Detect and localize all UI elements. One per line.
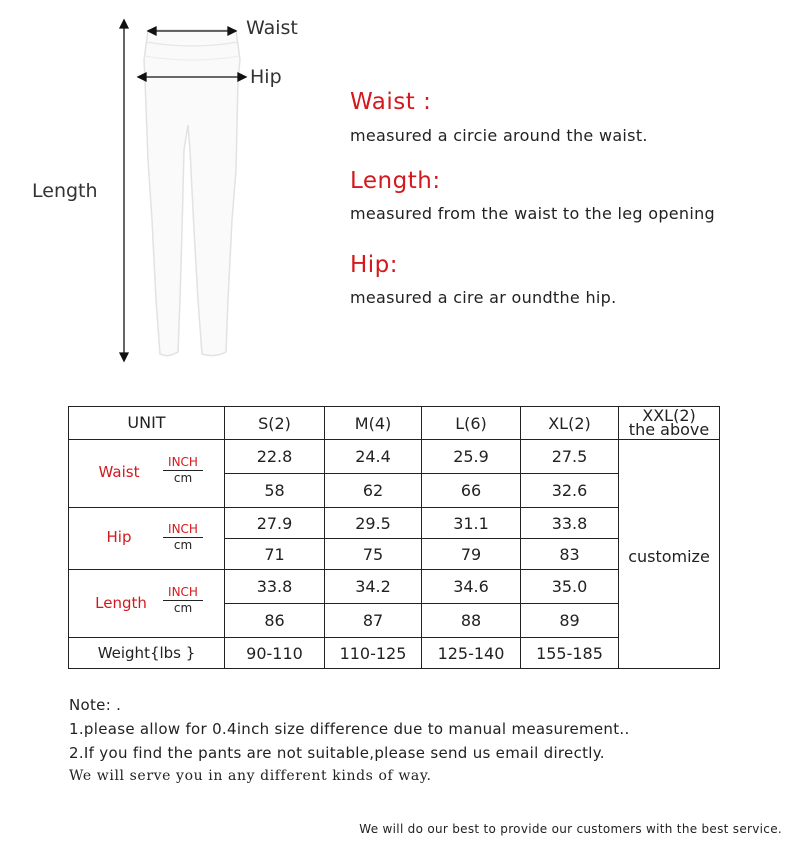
waist-cm-l: 66 [422,474,521,508]
waist-inch-l: 25.9 [422,440,521,474]
waist-units: INCH cm [163,455,203,485]
length-label: Length [32,180,98,202]
waist-label: Waist [246,17,298,39]
header-size-xxl: XXL(2) the above [619,407,720,440]
hip-definition-title: Hip: [350,252,399,278]
waist-cm-s: 58 [225,474,325,508]
hip-cm-l: 79 [422,539,521,570]
table-header-row [69,407,720,440]
waist-inch-row [69,440,720,474]
hip-inch-s: 27.9 [225,508,325,539]
header-size-xl: XL(2) [521,407,619,440]
length-row-name: Length [95,594,147,612]
note-line-2: 2.If you find the pants are not suitable,please send us email directly. [69,744,605,762]
hip-row-name: Hip [106,528,132,546]
length-arrow [120,20,128,361]
waist-inch-xl: 27.5 [521,440,619,474]
waist-definition-text: measured a circie around the waist. [350,126,648,145]
header-size-l: L(6) [422,407,521,440]
waist-inch-m: 24.4 [325,440,422,474]
hip-cm-xl: 83 [521,539,619,570]
length-cm-m: 87 [325,604,422,638]
length-inch-l: 34.6 [422,570,521,604]
hip-cm-s: 71 [225,539,325,570]
weight-m: 110-125 [325,638,422,669]
footer-text: We will do our best to provide our customers with the best service. [359,822,782,836]
hip-definition-text: measured a cire ar oundthe hip. [350,288,617,307]
waist-cm-xl: 32.6 [521,474,619,508]
hip-inch-m: 29.5 [325,508,422,539]
weight-l: 125-140 [422,638,521,669]
weight-s: 90-110 [225,638,325,669]
note-line-3: We will serve you in any different kinds of way. [69,768,432,784]
length-cm-s: 86 [225,604,325,638]
note-line-1: 1.please allow for 0.4inch size difference due to manual measurement.. [69,720,630,738]
length-row-label-cell [69,570,225,638]
length-inch-xl: 35.0 [521,570,619,604]
waist-inch-s: 22.8 [225,440,325,474]
hip-inch-l: 31.1 [422,508,521,539]
hip-row-label-cell [69,508,225,570]
hip-inch-xl: 33.8 [521,508,619,539]
length-definition-text: measured from the waist to the leg opening [350,204,716,223]
waist-cm-m: 62 [325,474,422,508]
header-size-s: S(2) [225,407,325,440]
length-cm-l: 88 [422,604,521,638]
size-chart-table [68,406,720,669]
weight-xl: 155-185 [521,638,619,669]
length-cm-xl: 89 [521,604,619,638]
length-inch-s: 33.8 [225,570,325,604]
header-unit: UNIT [69,407,225,440]
hip-label: Hip [250,66,282,88]
length-definition-title: Length: [350,168,441,194]
leggings-silhouette [144,30,240,356]
length-inch-m: 34.2 [325,570,422,604]
waist-row-name: Waist [98,463,140,481]
waist-definition-title: Waist : [350,89,432,115]
notes-section [69,696,630,792]
header-size-m: M(4) [325,407,422,440]
weight-row-name: Weight{lbs } [69,638,225,669]
hip-units: INCH cm [163,522,203,552]
waist-row-label-cell [69,440,225,508]
length-units: INCH cm [163,585,203,615]
xxl-customize-cell: customize [619,440,720,669]
hip-cm-m: 75 [325,539,422,570]
notes-title: Note: . [69,696,122,714]
